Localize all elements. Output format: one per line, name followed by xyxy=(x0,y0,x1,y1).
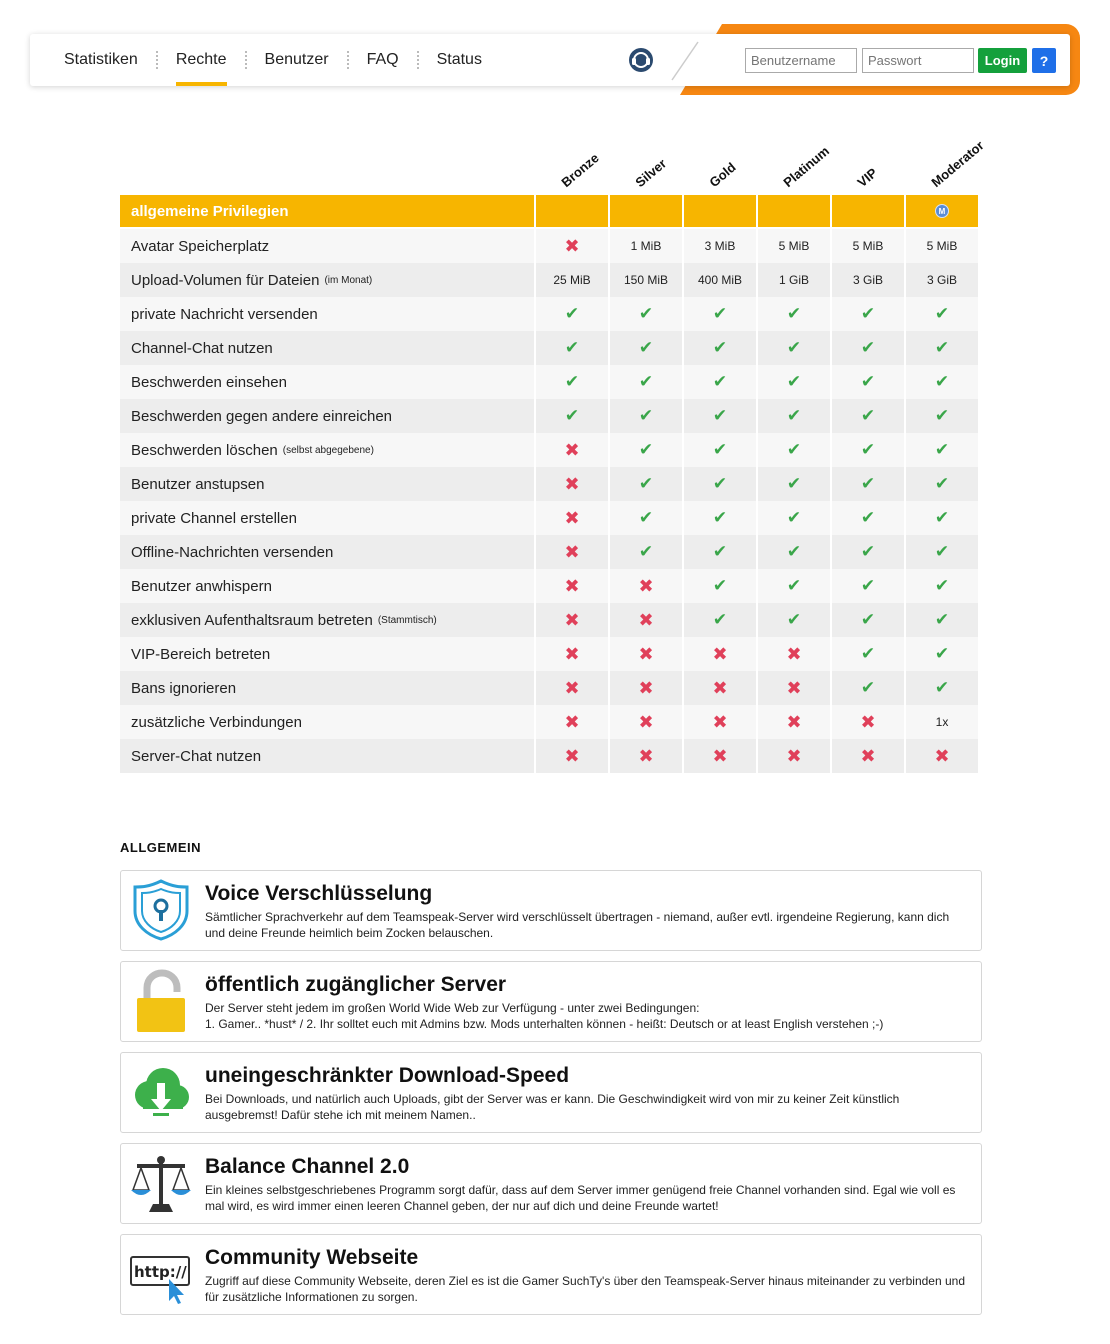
check-icon: ✔ xyxy=(786,542,802,561)
feature-description: Bei Downloads, und natürlich auch Uploads, gibt der Server was er kann. Die Geschwindigkeit wird von mir zu keiner Zeit künstlich ausgebremst! Dafür stehe ich mit meinem Namen.. xyxy=(205,1092,900,1122)
privilege-name: Beschwerden gegen andere einreichen xyxy=(131,407,393,425)
value-cell: 5 MiB xyxy=(906,229,978,263)
check-icon: ✔ xyxy=(638,406,654,425)
check-icon xyxy=(906,467,978,501)
column-header-vip: VIP xyxy=(854,165,881,190)
check-icon: ✔ xyxy=(712,372,728,391)
check-icon xyxy=(758,535,830,569)
table-row xyxy=(120,603,980,637)
privilege-name: Beschwerden löschen xyxy=(131,441,278,459)
password-input[interactable] xyxy=(862,48,974,73)
feature-description: Zugriff auf diese Community Webseite, deren Ziel es ist die Gamer SuchTy's über den Teamspeak-Server hinaus miteinander zu verbinden und für zusätzliche Informationen zu sorgen. xyxy=(205,1274,966,1304)
check-icon xyxy=(906,603,978,637)
cross-icon: ✖ xyxy=(564,711,580,732)
privilege-label xyxy=(120,297,534,331)
value-cell: 3 GiB xyxy=(832,263,904,297)
check-icon: ✔ xyxy=(638,508,654,527)
value-cell: 3 GiB xyxy=(906,263,978,297)
check-icon xyxy=(610,331,682,365)
feature-card xyxy=(120,870,982,951)
cross-icon: ✖ xyxy=(860,745,876,766)
check-icon: ✔ xyxy=(712,542,728,561)
check-icon xyxy=(832,365,904,399)
check-icon: ✔ xyxy=(786,610,802,629)
cross-icon: ✖ xyxy=(786,711,802,732)
check-icon: ✔ xyxy=(564,338,580,357)
privilege-name: Upload-Volumen für Dateien xyxy=(131,271,320,289)
privilege-name: private Nachricht versenden xyxy=(131,305,318,323)
privilege-label xyxy=(120,739,534,773)
check-icon xyxy=(758,365,830,399)
check-icon: ✔ xyxy=(712,508,728,527)
cross-icon: ✖ xyxy=(638,575,654,596)
cross-icon: ✖ xyxy=(786,643,802,664)
cross-icon: ✖ xyxy=(564,575,580,596)
value-cell: 400 MiB xyxy=(684,263,756,297)
privilege-name: Offline-Nachrichten versenden xyxy=(131,543,334,561)
check-icon: ✔ xyxy=(860,304,876,323)
check-icon xyxy=(758,467,830,501)
privilege-label xyxy=(120,535,534,569)
username-input[interactable] xyxy=(745,48,857,73)
privilege-name: Bans ignorieren xyxy=(131,679,237,697)
check-icon: ✔ xyxy=(860,406,876,425)
check-icon xyxy=(832,399,904,433)
check-icon xyxy=(832,467,904,501)
check-icon: ✔ xyxy=(638,338,654,357)
cross-icon xyxy=(906,739,978,773)
value-cell: 5 MiB xyxy=(832,229,904,263)
cross-icon xyxy=(536,569,608,603)
cross-icon xyxy=(758,637,830,671)
check-icon: ✔ xyxy=(934,474,950,493)
check-icon: ✔ xyxy=(860,576,876,595)
check-icon xyxy=(832,433,904,467)
cross-icon: ✖ xyxy=(638,711,654,732)
check-icon: ✔ xyxy=(934,610,950,629)
header-cell xyxy=(832,195,904,227)
table-row xyxy=(120,535,980,569)
check-icon: ✔ xyxy=(934,372,950,391)
cross-icon xyxy=(536,739,608,773)
shield-lock-icon xyxy=(129,877,193,943)
cross-icon: ✖ xyxy=(564,439,580,460)
cross-icon: ✖ xyxy=(638,643,654,664)
divider-slash xyxy=(670,40,700,82)
check-icon xyxy=(684,603,756,637)
privilege-label xyxy=(120,467,534,501)
check-icon xyxy=(684,365,756,399)
check-icon xyxy=(832,671,904,705)
check-icon: ✔ xyxy=(638,542,654,561)
cross-icon xyxy=(610,705,682,739)
check-icon: ✔ xyxy=(786,304,802,323)
check-icon xyxy=(906,399,978,433)
cross-icon: ✖ xyxy=(712,745,728,766)
privilege-label xyxy=(120,603,534,637)
cross-icon xyxy=(536,433,608,467)
teamspeak-icon[interactable] xyxy=(628,47,654,73)
cross-icon: ✖ xyxy=(564,541,580,562)
check-icon: ✔ xyxy=(638,474,654,493)
check-icon: ✔ xyxy=(934,304,950,323)
check-icon xyxy=(906,297,978,331)
privilege-label xyxy=(120,365,534,399)
check-icon xyxy=(758,501,830,535)
privilege-label xyxy=(120,433,534,467)
check-icon xyxy=(610,501,682,535)
cross-icon xyxy=(610,637,682,671)
check-icon xyxy=(610,365,682,399)
cross-icon: ✖ xyxy=(564,677,580,698)
check-icon: ✔ xyxy=(860,440,876,459)
check-icon xyxy=(536,365,608,399)
feature-title: Community Webseite xyxy=(205,1246,419,1269)
cross-icon: ✖ xyxy=(712,643,728,664)
check-icon xyxy=(610,535,682,569)
privileges-table xyxy=(120,195,980,773)
check-icon: ✔ xyxy=(638,372,654,391)
check-icon: ✔ xyxy=(786,576,802,595)
nav-item-faq[interactable]: FAQ xyxy=(366,51,399,68)
login-button[interactable]: Login xyxy=(978,48,1027,73)
cross-icon xyxy=(684,671,756,705)
feature-card xyxy=(120,1143,982,1224)
header-cell xyxy=(536,195,608,227)
feature-description: Sämtlicher Sprachverkehr auf dem Teamspeak-Server wird verschlüsselt übertragen - niemand, außer evtl. irgendeine Regierung, kann dich und deine Freunde heimlich beim Zocken belauschen. xyxy=(205,910,950,940)
cross-icon: ✖ xyxy=(564,235,580,256)
privilege-note: (selbst abgegebene) xyxy=(282,444,374,456)
section-title-allgemein: ALLGEMEIN xyxy=(120,840,202,855)
check-icon xyxy=(610,467,682,501)
value-cell: 1 GiB xyxy=(758,263,830,297)
cross-icon: ✖ xyxy=(638,609,654,630)
cross-icon xyxy=(536,467,608,501)
privilege-name: Server-Chat nutzen xyxy=(131,747,262,765)
check-icon xyxy=(832,331,904,365)
check-icon xyxy=(832,569,904,603)
check-icon: ✔ xyxy=(860,678,876,697)
check-icon xyxy=(906,637,978,671)
feature-description: Ein kleines selbstgeschriebenes Programm sorgt dafür, dass auf dem Server immer genügend freie Channel vorhanden sind. Egal wie voll es mal wird, es wird immer einen leeren Channel geben, der nur auf dich und deine Freunde wartet! xyxy=(205,1183,956,1213)
check-icon xyxy=(758,297,830,331)
nav-item-rechte[interactable]: Rechte xyxy=(158,34,245,86)
cross-icon: ✖ xyxy=(638,677,654,698)
svg-text:http://: http:// xyxy=(134,1263,187,1281)
cross-icon xyxy=(684,637,756,671)
check-icon: ✔ xyxy=(934,440,950,459)
cross-icon: ✖ xyxy=(564,745,580,766)
open-padlock-icon xyxy=(129,968,193,1034)
check-icon xyxy=(906,569,978,603)
table-header-label: allgemeine Privilegien xyxy=(120,195,534,227)
cross-icon xyxy=(610,739,682,773)
privilege-name: private Channel erstellen xyxy=(131,509,297,527)
privilege-name: exklusiven Aufenthaltsraum betreten xyxy=(131,611,373,629)
value-cell: 1 MiB xyxy=(610,229,682,263)
check-icon: ✔ xyxy=(860,372,876,391)
header-cell xyxy=(758,195,830,227)
check-icon xyxy=(684,569,756,603)
cross-icon xyxy=(536,705,608,739)
moderator-badge-icon: M xyxy=(935,204,949,218)
table-row xyxy=(120,671,980,705)
table-row xyxy=(120,433,980,467)
cross-icon: ✖ xyxy=(564,507,580,528)
feature-title: Voice Verschlüsselung xyxy=(205,882,433,905)
check-icon: ✔ xyxy=(860,542,876,561)
privilege-label xyxy=(120,229,534,263)
table-row xyxy=(120,501,980,535)
check-icon xyxy=(758,569,830,603)
check-icon xyxy=(758,399,830,433)
table-row xyxy=(120,263,980,297)
value-cell: 25 MiB xyxy=(536,263,608,297)
privilege-label xyxy=(120,399,534,433)
feature-title: öffentlich zugänglicher Server xyxy=(205,973,507,996)
cross-icon xyxy=(610,671,682,705)
cross-icon: ✖ xyxy=(564,643,580,664)
cross-icon: ✖ xyxy=(564,473,580,494)
check-icon: ✔ xyxy=(786,440,802,459)
cross-icon: ✖ xyxy=(860,711,876,732)
check-icon: ✔ xyxy=(712,474,728,493)
privilege-label xyxy=(120,569,534,603)
check-icon: ✔ xyxy=(712,338,728,357)
feature-card xyxy=(120,961,982,1042)
http-cursor-icon xyxy=(129,1241,193,1307)
table-row xyxy=(120,637,980,671)
cross-icon: ✖ xyxy=(786,677,802,698)
cross-icon xyxy=(610,569,682,603)
privilege-label xyxy=(120,637,534,671)
privilege-name: Benutzer anstupsen xyxy=(131,475,265,493)
column-header-bronze: Bronze xyxy=(558,150,602,190)
value-cell: 150 MiB xyxy=(610,263,682,297)
check-icon: ✔ xyxy=(786,338,802,357)
table-row xyxy=(120,739,980,773)
check-icon xyxy=(536,399,608,433)
cross-icon xyxy=(536,603,608,637)
check-icon: ✔ xyxy=(934,644,950,663)
cross-icon xyxy=(758,705,830,739)
check-icon: ✔ xyxy=(860,508,876,527)
check-icon: ✔ xyxy=(860,474,876,493)
cross-icon xyxy=(832,705,904,739)
cross-icon xyxy=(536,501,608,535)
check-icon xyxy=(684,297,756,331)
cross-icon xyxy=(536,535,608,569)
check-icon xyxy=(684,331,756,365)
table-row xyxy=(120,399,980,433)
check-icon xyxy=(758,603,830,637)
cross-icon xyxy=(536,229,608,263)
table-row xyxy=(120,467,980,501)
privilege-label xyxy=(120,671,534,705)
privilege-name: VIP-Bereich betreten xyxy=(131,645,271,663)
table-row xyxy=(120,569,980,603)
value-cell: 5 MiB xyxy=(758,229,830,263)
check-icon xyxy=(684,399,756,433)
check-icon xyxy=(758,331,830,365)
privilege-name: Beschwerden einsehen xyxy=(131,373,287,391)
privilege-name: zusätzliche Verbindungen xyxy=(131,713,302,731)
check-icon xyxy=(536,331,608,365)
check-icon xyxy=(684,535,756,569)
nav-item-statistiken[interactable]: Statistiken xyxy=(64,51,138,68)
column-header-gold: Gold xyxy=(706,159,739,190)
cross-icon xyxy=(610,603,682,637)
check-icon xyxy=(906,535,978,569)
feature-title: Balance Channel 2.0 xyxy=(205,1155,410,1178)
feature-card xyxy=(120,1052,982,1133)
header-cell xyxy=(610,195,682,227)
check-icon: ✔ xyxy=(934,508,950,527)
check-icon xyxy=(906,501,978,535)
check-icon: ✔ xyxy=(564,406,580,425)
check-icon: ✔ xyxy=(786,474,802,493)
privilege-label xyxy=(120,501,534,535)
check-icon xyxy=(610,399,682,433)
check-icon: ✔ xyxy=(786,508,802,527)
check-icon xyxy=(906,365,978,399)
check-icon xyxy=(832,501,904,535)
cross-icon xyxy=(536,637,608,671)
check-icon: ✔ xyxy=(860,610,876,629)
cross-icon xyxy=(684,739,756,773)
cross-icon: ✖ xyxy=(712,677,728,698)
check-icon: ✔ xyxy=(564,304,580,323)
check-icon xyxy=(684,467,756,501)
check-icon xyxy=(832,637,904,671)
cross-icon xyxy=(832,739,904,773)
check-icon: ✔ xyxy=(860,644,876,663)
check-icon xyxy=(684,433,756,467)
cross-icon: ✖ xyxy=(638,745,654,766)
privilege-label xyxy=(120,705,534,739)
check-icon: ✔ xyxy=(934,406,950,425)
check-icon xyxy=(684,501,756,535)
help-button[interactable]: ? xyxy=(1032,48,1056,73)
privilege-label xyxy=(120,331,534,365)
table-row xyxy=(120,297,980,331)
privilege-note: (im Monat) xyxy=(324,274,373,286)
check-icon: ✔ xyxy=(934,338,950,357)
table-row xyxy=(120,331,980,365)
header-cell xyxy=(906,195,978,227)
cross-icon xyxy=(758,739,830,773)
privilege-name: Benutzer anwhispern xyxy=(131,577,272,595)
check-icon xyxy=(906,331,978,365)
feature-card xyxy=(120,1234,982,1315)
check-icon xyxy=(610,297,682,331)
check-icon: ✔ xyxy=(564,372,580,391)
check-icon xyxy=(758,433,830,467)
check-icon: ✔ xyxy=(934,678,950,697)
column-header-platinum: Platinum xyxy=(780,143,833,190)
table-row xyxy=(120,365,980,399)
check-icon xyxy=(832,603,904,637)
privilege-name: Avatar Speicherplatz xyxy=(131,237,270,255)
feature-title: uneingeschränkter Download-Speed xyxy=(205,1064,570,1087)
check-icon: ✔ xyxy=(934,542,950,561)
balance-scale-icon xyxy=(129,1150,193,1216)
table-row xyxy=(120,229,980,263)
nav-menu xyxy=(46,34,500,86)
nav-item-status[interactable]: Status xyxy=(436,51,482,68)
check-icon: ✔ xyxy=(712,440,728,459)
cross-icon: ✖ xyxy=(564,609,580,630)
check-icon: ✔ xyxy=(638,304,654,323)
check-icon: ✔ xyxy=(712,304,728,323)
check-icon xyxy=(906,433,978,467)
feature-description: Der Server steht jedem im großen World Wide Web zur Verfügung - unter zwei Bedingungen: 1. Gamer.. *hust* / 2. Ihr solltet euch mit Admins bzw. Mods unterhalten können - heißt: Deutsch or at least English verstehen ;-) xyxy=(205,1001,884,1031)
table-row xyxy=(120,705,980,739)
cross-icon: ✖ xyxy=(934,745,950,766)
check-icon: ✔ xyxy=(712,610,728,629)
cross-icon: ✖ xyxy=(712,711,728,732)
cloud-download-icon xyxy=(129,1059,193,1125)
column-header-moderator: Moderator xyxy=(928,137,987,190)
value-cell: 1x xyxy=(906,705,978,739)
header-cell xyxy=(684,195,756,227)
cross-icon: ✖ xyxy=(786,745,802,766)
check-icon xyxy=(906,671,978,705)
check-icon xyxy=(832,535,904,569)
cross-icon xyxy=(684,705,756,739)
privilege-name: Channel-Chat nutzen xyxy=(131,339,273,357)
table-header-row xyxy=(120,195,980,227)
check-icon: ✔ xyxy=(786,372,802,391)
check-icon: ✔ xyxy=(860,338,876,357)
column-header-silver: Silver xyxy=(632,155,670,190)
value-cell: 3 MiB xyxy=(684,229,756,263)
check-icon: ✔ xyxy=(934,576,950,595)
check-icon xyxy=(536,297,608,331)
cross-icon xyxy=(536,671,608,705)
cross-icon xyxy=(758,671,830,705)
check-icon: ✔ xyxy=(712,576,728,595)
check-icon xyxy=(610,433,682,467)
check-icon xyxy=(832,297,904,331)
nav-item-benutzer[interactable]: Benutzer xyxy=(264,51,329,68)
check-icon: ✔ xyxy=(712,406,728,425)
privilege-note: (Stammtisch) xyxy=(377,614,437,626)
check-icon: ✔ xyxy=(638,440,654,459)
privilege-label xyxy=(120,263,534,297)
check-icon: ✔ xyxy=(786,406,802,425)
